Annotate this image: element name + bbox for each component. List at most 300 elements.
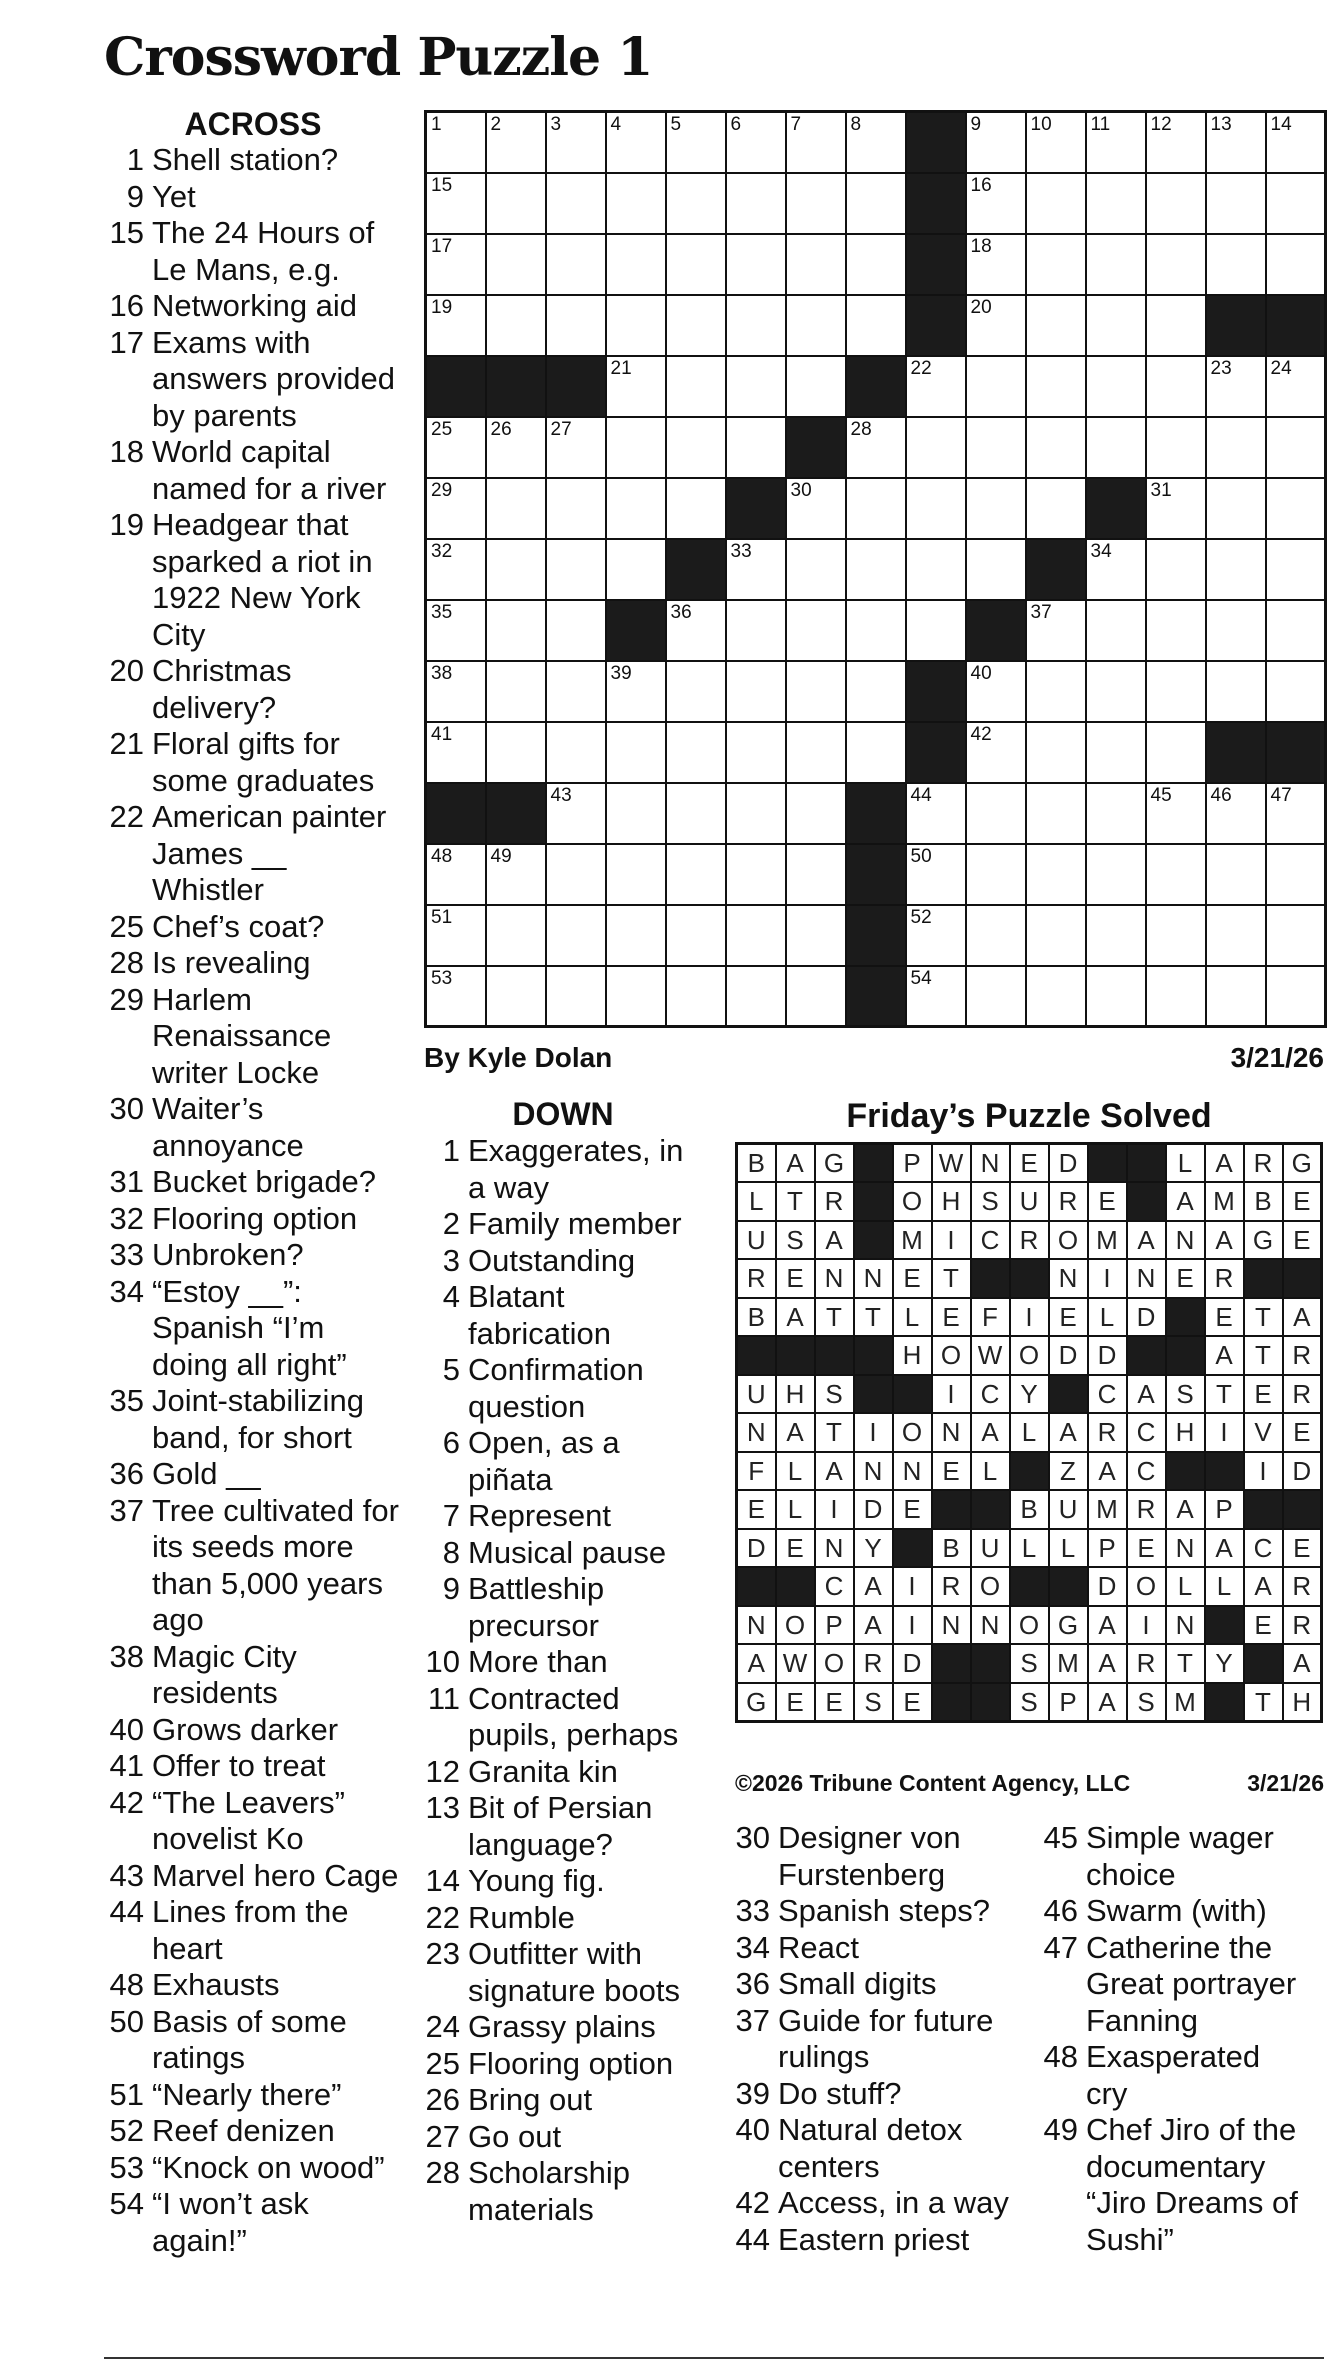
- solved-grid: [735, 1142, 1323, 1723]
- clue-text-line: ratings: [152, 2040, 246, 2075]
- grid-cell[interactable]: [546, 234, 606, 295]
- clue-number: 9: [126, 178, 144, 214]
- grid-cell[interactable]: [1026, 234, 1086, 295]
- grid-cell[interactable]: [846, 234, 906, 295]
- grid-cell[interactable]: [1206, 966, 1266, 1027]
- grid-cell[interactable]: [1026, 112, 1086, 173]
- grid-cell[interactable]: [486, 661, 546, 722]
- clue-item: [104, 1748, 404, 1785]
- grid-cell[interactable]: [606, 356, 666, 417]
- cell-number: 43: [550, 784, 572, 806]
- grid-cell[interactable]: [726, 722, 786, 783]
- grid-cell[interactable]: [546, 112, 606, 173]
- clue-text-line: Granita kin: [468, 1753, 618, 1789]
- grid-cell[interactable]: [606, 173, 666, 234]
- grid-cell[interactable]: [546, 173, 606, 234]
- grid-cell[interactable]: [966, 844, 1026, 905]
- solved-black-square: [932, 1683, 971, 1722]
- grid-cell[interactable]: [1146, 722, 1206, 783]
- clue-number: 33: [109, 1237, 144, 1272]
- grid-cell[interactable]: [1206, 417, 1266, 478]
- solved-letter: A: [854, 1567, 893, 1606]
- grid-cell[interactable]: [1206, 905, 1266, 966]
- grid-cell[interactable]: [426, 112, 486, 173]
- clue-text-line: Bucket brigade?: [152, 1164, 377, 1199]
- solved-letter: I: [1205, 1413, 1244, 1452]
- clue-text-line: piñata: [468, 1461, 553, 1497]
- black-square: [1266, 295, 1326, 356]
- cell-number: 51: [431, 906, 453, 928]
- grid-cell[interactable]: [666, 783, 726, 844]
- solved-letter: L: [1010, 1413, 1049, 1452]
- solved-letter: T: [854, 1298, 893, 1337]
- grid-cell[interactable]: [666, 234, 726, 295]
- grid-cell[interactable]: [846, 539, 906, 600]
- grid-cell[interactable]: [1146, 295, 1206, 356]
- grid-cell[interactable]: [1266, 783, 1326, 844]
- solved-letter: D: [1088, 1336, 1127, 1375]
- solved-letter: L: [1205, 1567, 1244, 1606]
- grid-cell[interactable]: [666, 905, 726, 966]
- grid-cell[interactable]: [1026, 661, 1086, 722]
- grid-cell[interactable]: [1206, 173, 1266, 234]
- grid-cell[interactable]: [1266, 173, 1326, 234]
- grid-cell[interactable]: [786, 478, 846, 539]
- grid-cell[interactable]: [666, 356, 726, 417]
- solved-letter: A: [1205, 1144, 1244, 1183]
- grid-cell[interactable]: [1026, 905, 1086, 966]
- grid-cell[interactable]: [726, 173, 786, 234]
- cell-number: 25: [431, 418, 453, 440]
- clue-item: [1038, 1930, 1328, 2040]
- clue-text-line: Rumble: [468, 1899, 575, 1935]
- grid-cell[interactable]: [666, 417, 726, 478]
- solved-letter: D: [1049, 1144, 1088, 1183]
- grid-cell[interactable]: [1206, 661, 1266, 722]
- grid-cell[interactable]: [1266, 844, 1326, 905]
- solved-letter: E: [1166, 1259, 1205, 1298]
- clue-item: [730, 2112, 1030, 2185]
- grid-cell[interactable]: [1086, 356, 1146, 417]
- grid-cell[interactable]: [786, 905, 846, 966]
- grid-cell[interactable]: [486, 173, 546, 234]
- grid-cell[interactable]: [726, 966, 786, 1027]
- solved-letter: E: [1127, 1529, 1166, 1568]
- grid-cell[interactable]: [906, 417, 966, 478]
- grid-cell[interactable]: [786, 295, 846, 356]
- grid-cell[interactable]: [486, 844, 546, 905]
- bottom-rule: [104, 2357, 1324, 2359]
- grid-cell[interactable]: [1266, 966, 1326, 1027]
- grid-cell[interactable]: [846, 661, 906, 722]
- grid-cell[interactable]: [1266, 417, 1326, 478]
- solved-letter: A: [776, 1298, 815, 1337]
- grid-cell[interactable]: [906, 905, 966, 966]
- solved-letter: N: [737, 1606, 776, 1645]
- grid-cell[interactable]: [1206, 783, 1266, 844]
- grid-cell[interactable]: [846, 417, 906, 478]
- grid-cell[interactable]: [1086, 966, 1146, 1027]
- grid-cell[interactable]: [726, 356, 786, 417]
- grid-cell[interactable]: [606, 234, 666, 295]
- clue-text-line: Floral gifts for: [152, 726, 340, 761]
- solved-black-square: [776, 1336, 815, 1375]
- grid-cell[interactable]: [786, 600, 846, 661]
- clue-text-line: The 24 Hours of: [152, 215, 375, 250]
- grid-cell[interactable]: [1146, 173, 1206, 234]
- grid-cell[interactable]: [786, 234, 846, 295]
- solved-row: [737, 1336, 1322, 1375]
- grid-cell[interactable]: [966, 295, 1026, 356]
- grid-cell[interactable]: [426, 295, 486, 356]
- grid-cell[interactable]: [426, 722, 486, 783]
- clue-number: 25: [109, 908, 144, 944]
- grid-cell[interactable]: [726, 539, 786, 600]
- grid-cell[interactable]: [966, 112, 1026, 173]
- grid-cell[interactable]: [1086, 722, 1146, 783]
- clue-text-line: Tree cultivated for: [152, 1492, 399, 1528]
- grid-cell[interactable]: [486, 722, 546, 783]
- solved-black-square: [971, 1683, 1010, 1722]
- grid-cell[interactable]: [726, 600, 786, 661]
- grid-cell[interactable]: [726, 295, 786, 356]
- grid-cell[interactable]: [966, 478, 1026, 539]
- grid-cell[interactable]: [666, 966, 726, 1027]
- grid-cell[interactable]: [606, 417, 666, 478]
- solved-black-square: [1010, 1567, 1049, 1606]
- solved-letter: P: [1049, 1683, 1088, 1722]
- grid-cell[interactable]: [846, 295, 906, 356]
- cell-number: 27: [550, 418, 572, 440]
- clue-item: [104, 1894, 404, 1967]
- grid-cell[interactable]: [546, 966, 606, 1027]
- grid-cell[interactable]: [1086, 661, 1146, 722]
- clue-item: [104, 799, 404, 909]
- grid-cell[interactable]: [846, 112, 906, 173]
- grid-cell[interactable]: [666, 295, 726, 356]
- grid-cell[interactable]: [966, 783, 1026, 844]
- grid-cell[interactable]: [666, 173, 726, 234]
- grid-cell[interactable]: [906, 783, 966, 844]
- clue-text-line: sparked a riot in: [152, 543, 373, 579]
- grid-cell[interactable]: [726, 417, 786, 478]
- grid-cell[interactable]: [1146, 356, 1206, 417]
- grid-cell[interactable]: [486, 234, 546, 295]
- grid-cell[interactable]: [966, 905, 1026, 966]
- grid-cell[interactable]: [606, 478, 666, 539]
- grid-cell[interactable]: [1086, 844, 1146, 905]
- grid-cell[interactable]: [1146, 661, 1206, 722]
- grid-cell[interactable]: [606, 844, 666, 905]
- grid-cell[interactable]: [1026, 356, 1086, 417]
- solved-letter: O: [932, 1336, 971, 1375]
- grid-cell[interactable]: [426, 173, 486, 234]
- clue-text-line: Grows darker: [152, 1711, 339, 1747]
- grid-cell[interactable]: [666, 722, 726, 783]
- solved-letter: H: [1283, 1683, 1322, 1722]
- grid-cell[interactable]: [546, 844, 606, 905]
- clue-number: 1: [442, 1133, 460, 1168]
- grid-cell[interactable]: [1026, 783, 1086, 844]
- cell-number: 12: [1150, 114, 1172, 135]
- grid-cell[interactable]: [786, 783, 846, 844]
- clue-number: 30: [109, 1091, 144, 1126]
- grid-cell[interactable]: [426, 478, 486, 539]
- grid-cell[interactable]: [1206, 478, 1266, 539]
- clue-item: [104, 653, 404, 726]
- clue-text-line: Furstenberg: [778, 1856, 946, 1892]
- solved-black-square: [1205, 1606, 1244, 1645]
- grid-cell[interactable]: [486, 417, 546, 478]
- solved-letter: I: [893, 1606, 932, 1645]
- grid-cell[interactable]: [1146, 966, 1206, 1027]
- cell-number: 20: [970, 296, 992, 318]
- grid-cell[interactable]: [1146, 844, 1206, 905]
- grid-cell[interactable]: [906, 600, 966, 661]
- clue-text-line: Great portrayer: [1086, 1966, 1297, 2001]
- grid-cell[interactable]: [426, 417, 486, 478]
- grid-cell[interactable]: [666, 600, 726, 661]
- grid-cell[interactable]: [1086, 905, 1146, 966]
- grid-cell[interactable]: [966, 722, 1026, 783]
- grid-cell[interactable]: [1086, 295, 1146, 356]
- clue-text-line: “Jiro Dreams of: [1086, 2185, 1298, 2220]
- solved-black-square: [1244, 1490, 1283, 1529]
- grid-cell[interactable]: [1266, 539, 1326, 600]
- grid-cell[interactable]: [1026, 722, 1086, 783]
- solved-row: [737, 1182, 1322, 1221]
- clue-number: 44: [735, 2221, 770, 2257]
- grid-cell[interactable]: [666, 478, 726, 539]
- grid-cell[interactable]: [966, 356, 1026, 417]
- clue-number: 45: [1043, 1820, 1078, 1855]
- grid-cell[interactable]: [726, 234, 786, 295]
- solved-title: Friday’s Puzzle Solved: [846, 1097, 1212, 1135]
- grid-cell[interactable]: [546, 661, 606, 722]
- clue-text-line: More than: [468, 1644, 608, 1679]
- grid-cell[interactable]: [1146, 600, 1206, 661]
- grid-cell[interactable]: [546, 417, 606, 478]
- down-heading: DOWN: [512, 1096, 614, 1132]
- grid-cell[interactable]: [786, 356, 846, 417]
- solved-letter: L: [1049, 1529, 1088, 1568]
- grid-cell[interactable]: [906, 966, 966, 1027]
- solved-letter: R: [1283, 1375, 1322, 1414]
- grid-cell[interactable]: [606, 722, 666, 783]
- clue-item: [104, 325, 404, 435]
- grid-cell[interactable]: [846, 722, 906, 783]
- grid-cell[interactable]: [786, 661, 846, 722]
- grid-cell[interactable]: [606, 539, 666, 600]
- grid-cell[interactable]: [1026, 966, 1086, 1027]
- grid-cell[interactable]: [726, 661, 786, 722]
- grid-cell[interactable]: [486, 966, 546, 1027]
- grid-cell[interactable]: [426, 661, 486, 722]
- grid-cell[interactable]: [546, 722, 606, 783]
- grid-cell[interactable]: [786, 539, 846, 600]
- grid-cell[interactable]: [1026, 844, 1086, 905]
- grid-cell[interactable]: [966, 173, 1026, 234]
- clue-text-line: Represent: [468, 1498, 612, 1533]
- grid-cell[interactable]: [906, 844, 966, 905]
- clue-text-line: its seeds more: [152, 1529, 354, 1564]
- grid-cell[interactable]: [486, 295, 546, 356]
- grid-cell[interactable]: [1206, 234, 1266, 295]
- grid-cell[interactable]: [606, 783, 666, 844]
- grid-cell[interactable]: [606, 661, 666, 722]
- solved-letter: I: [893, 1567, 932, 1606]
- grid-cell[interactable]: [1266, 356, 1326, 417]
- solved-letter: S: [971, 1182, 1010, 1221]
- grid-cell[interactable]: [486, 905, 546, 966]
- grid-cell[interactable]: [726, 112, 786, 173]
- solved-letter: I: [1127, 1606, 1166, 1645]
- across-heading: ACROSS: [184, 106, 322, 142]
- grid-cell[interactable]: [606, 905, 666, 966]
- cell-number: 5: [670, 114, 682, 135]
- grid-cell[interactable]: [486, 600, 546, 661]
- grid-cell[interactable]: [1206, 539, 1266, 600]
- clue-number: 14: [425, 1863, 460, 1898]
- solved-row: [737, 1567, 1322, 1606]
- solved-letter: E: [932, 1452, 971, 1491]
- solved-letter: R: [854, 1644, 893, 1683]
- solved-letter: U: [1010, 1182, 1049, 1221]
- grid-cell[interactable]: [1266, 600, 1326, 661]
- grid-cell[interactable]: [966, 417, 1026, 478]
- solved-letter: R: [1283, 1567, 1322, 1606]
- grid-cell[interactable]: [726, 905, 786, 966]
- solved-letter: E: [1088, 1182, 1127, 1221]
- grid-cell[interactable]: [726, 844, 786, 905]
- grid-cell[interactable]: [1086, 600, 1146, 661]
- grid-cell[interactable]: [486, 112, 546, 173]
- grid-cell[interactable]: [786, 722, 846, 783]
- solved-black-square: [932, 1490, 971, 1529]
- grid-cell[interactable]: [1266, 661, 1326, 722]
- grid-cell[interactable]: [726, 783, 786, 844]
- grid-cell[interactable]: [906, 539, 966, 600]
- grid-cell[interactable]: [786, 844, 846, 905]
- grid-cell[interactable]: [1026, 173, 1086, 234]
- clue-text-line: Headgear that: [152, 507, 349, 542]
- grid-cell[interactable]: [846, 600, 906, 661]
- grid-cell[interactable]: [906, 356, 966, 417]
- grid-cell[interactable]: [906, 478, 966, 539]
- grid-cell[interactable]: [546, 295, 606, 356]
- grid-cell[interactable]: [1206, 356, 1266, 417]
- grid-cell[interactable]: [666, 661, 726, 722]
- grid-cell[interactable]: [546, 600, 606, 661]
- grid-cell[interactable]: [966, 539, 1026, 600]
- grid-cell[interactable]: [846, 478, 906, 539]
- clue-item: [420, 1243, 690, 1280]
- clue-number: 18: [109, 434, 144, 469]
- grid-cell[interactable]: [1266, 234, 1326, 295]
- clue-number: 50: [109, 2003, 144, 2039]
- grid-cell[interactable]: [426, 905, 486, 966]
- clue-number: 42: [735, 2185, 770, 2220]
- grid-cell[interactable]: [1146, 478, 1206, 539]
- grid-cell[interactable]: [606, 112, 666, 173]
- grid-cell[interactable]: [546, 539, 606, 600]
- grid-cell[interactable]: [666, 112, 726, 173]
- grid-cell[interactable]: [1206, 844, 1266, 905]
- grid-cell[interactable]: [606, 966, 666, 1027]
- grid-cell[interactable]: [786, 966, 846, 1027]
- grid-cell[interactable]: [1086, 112, 1146, 173]
- grid-cell[interactable]: [546, 783, 606, 844]
- grid-cell[interactable]: [606, 295, 666, 356]
- grid-cell[interactable]: [1266, 905, 1326, 966]
- clue-text-line: Designer von: [778, 1820, 961, 1855]
- solved-black-square: [1049, 1375, 1088, 1414]
- cell-number: 46: [1210, 784, 1232, 806]
- grid-cell[interactable]: [1086, 539, 1146, 600]
- clue-text-line: Bit of Persian: [468, 1790, 653, 1825]
- grid-cell[interactable]: [786, 112, 846, 173]
- grid-cell[interactable]: [1086, 417, 1146, 478]
- grid-cell[interactable]: [1146, 417, 1206, 478]
- grid-row: [426, 234, 1326, 295]
- cell-number: 19: [431, 296, 453, 318]
- grid-cell[interactable]: [546, 905, 606, 966]
- grid-cell[interactable]: [426, 234, 486, 295]
- grid-cell[interactable]: [1146, 539, 1206, 600]
- grid-cell[interactable]: [1146, 783, 1206, 844]
- grid-cell[interactable]: [1086, 173, 1146, 234]
- grid-cell[interactable]: [426, 844, 486, 905]
- solved-letter: S: [1010, 1644, 1049, 1683]
- grid-cell[interactable]: [486, 539, 546, 600]
- grid-cell[interactable]: [1146, 112, 1206, 173]
- grid-cell[interactable]: [846, 173, 906, 234]
- cell-number: 11: [1090, 114, 1111, 135]
- grid-cell[interactable]: [786, 173, 846, 234]
- grid-cell[interactable]: [1206, 600, 1266, 661]
- clue-number: 37: [109, 1492, 144, 1528]
- solved-letter: D: [854, 1490, 893, 1529]
- grid-cell[interactable]: [1266, 478, 1326, 539]
- grid-cell[interactable]: [486, 478, 546, 539]
- solved-letter: A: [1088, 1452, 1127, 1491]
- grid-cell[interactable]: [1026, 417, 1086, 478]
- grid-cell[interactable]: [546, 478, 606, 539]
- grid-cell[interactable]: [966, 966, 1026, 1027]
- grid-cell[interactable]: [1086, 234, 1146, 295]
- grid-cell[interactable]: [966, 234, 1026, 295]
- grid-cell[interactable]: [966, 661, 1026, 722]
- grid-cell[interactable]: [426, 966, 486, 1027]
- cell-number: 36: [670, 601, 692, 623]
- grid-cell[interactable]: [1146, 234, 1206, 295]
- grid-cell[interactable]: [1266, 112, 1326, 173]
- grid-cell[interactable]: [426, 539, 486, 600]
- solved-letter: N: [1049, 1259, 1088, 1298]
- grid-cell[interactable]: [1026, 295, 1086, 356]
- grid-cell[interactable]: [1026, 600, 1086, 661]
- grid-cell[interactable]: [426, 600, 486, 661]
- grid-cell[interactable]: [1206, 112, 1266, 173]
- grid-cell[interactable]: [1026, 478, 1086, 539]
- grid-cell[interactable]: [666, 844, 726, 905]
- solved-letter: R: [1283, 1336, 1322, 1375]
- grid-cell[interactable]: [1146, 905, 1206, 966]
- solved-row: [737, 1490, 1322, 1529]
- solved-row: [737, 1375, 1322, 1414]
- grid-cell[interactable]: [1086, 783, 1146, 844]
- solved-letter: A: [1166, 1490, 1205, 1529]
